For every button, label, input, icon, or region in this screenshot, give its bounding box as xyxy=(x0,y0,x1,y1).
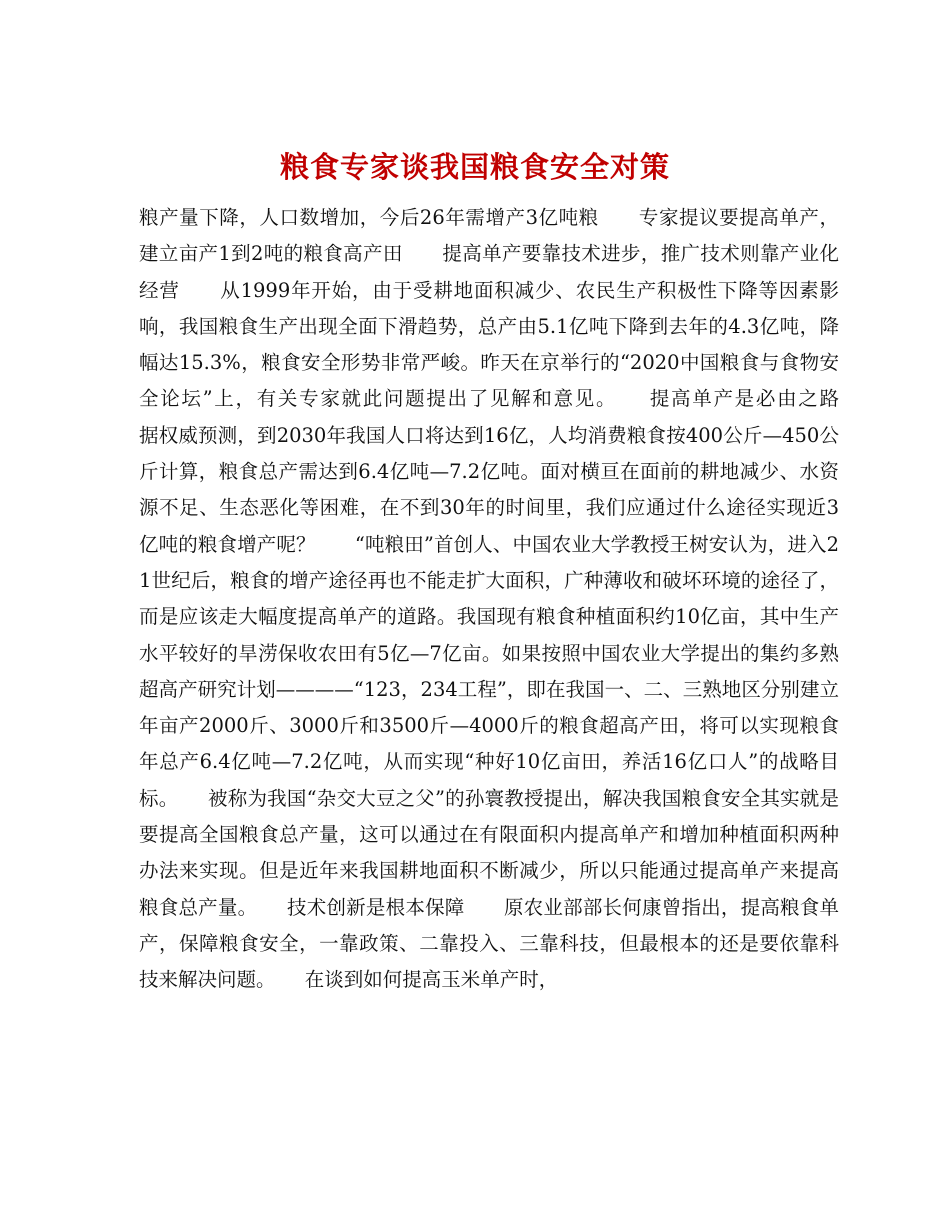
document-title: 粮食专家谈我国粮食安全对策 xyxy=(279,150,670,185)
document-body: 粮产量下降，人口数增加，今后26年需增产3亿吨粮 专家提议要提高单产，建立亩产1到2吨的粮食高产田 提高单产要靠技术进步，推广技术则靠产业化经营 从1999年开始，由于受耕地面积减少、农民生产积极性下降等因素影响，我国粮食生产出现全面下滑趋势，总产由5.1亿吨下降到去年的4.3亿吨，降幅达15.3%，粮食安全形势非常严峻。昨天在京举行的“2020中国粮食与食物安全论坛”上，有关专家就此问题提出了见解和意见。 提高单产是必由之路 据权威预测，到2030年我国人口将达到16亿，人均消费粮食按400公斤—450公斤计算，粮食总产需达到6.4亿吨—7.2亿吨。面对横亘在面前的耕地减少、水资源不足、生态恶化等困难，在不到30年的时间里，我们应通过什么途径实现近3亿吨的粮食增产呢？ “吨粮田”首创人、中国农业大学教授王树安认为，进入21世纪后，粮食的增产途径再也不能走扩大面积，广种薄收和破坏环境的途径了，而是应该走大幅度提高单产的道路。我国现有粮食种植面积约10亿亩，其中生产水平较好的旱涝保收农田有5亿—7亿亩。如果按照中国农业大学提出的集约多熟超高产研究计划————“123，234工程”，即在我国一、二、三熟地区分别建立年亩产2000斤、3000斤和3500斤—4000斤的粮食超高产田，将可以实现粮食年总产6.4亿吨—7.2亿吨，从而实现“种好10亿亩田，养活16亿口人”的战略目标。 被称为我国“杂交大豆之父”的孙寰教授提出，解决我国粮食安全其实就是要提高全国粮食总产量，这可以通过在有限面积内提高单产和增加种植面积两种办法来实现。但是近年来我国耕地面积不断减少，所以只能通过提高单产来提高粮食总产量。 技术创新是根本保障 原农业部部长何康曾指出，提高粮食单产，保障粮食安全，一靠政策、二靠投入、三靠科技，但最根本的还是要依靠科技来解决问题。 在谈到如何提高玉米单产时， xyxy=(139,206,879,992)
